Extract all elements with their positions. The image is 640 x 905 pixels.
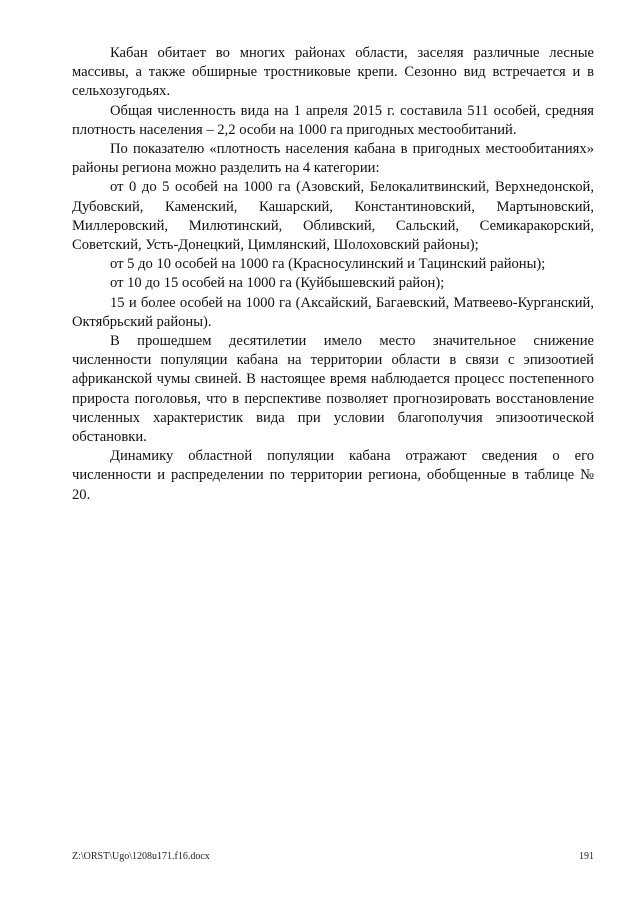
paragraph-category-1: от 0 до 5 особей на 1000 га (Азовский, Белокалитвинский, Верхнедонской, Дубовский, Каменский, Кашарский, Константиновский, Мартыновский, Миллеровский, Милютинский, Обливский, Сальский, Семикаракорский, Советский, Усть-Донецкий, Цимлянский, Шолоховский районы); xyxy=(72,179,594,254)
body-text xyxy=(72,44,594,505)
paragraph-category-3: от 10 до 15 особей на 1000 га (Куйбышевский район); xyxy=(110,275,445,292)
footer-file-path: Z:\ORST\Ugo\1208u171.f16.docx xyxy=(72,851,210,862)
paragraph-habitat: Кабан обитает во многих районах области, заселяя различные лесные массивы, а также обширные тростниковые крепи. Сезонно вид встречается и в сельхозугодьях. xyxy=(72,45,594,100)
footer-page-number: 191 xyxy=(579,851,594,862)
paragraph-category-4: 15 и более особей на 1000 га (Аксайский, Багаевский, Матвеево-Курганский, Октябрьский районы). xyxy=(72,294,594,330)
paragraph-dynamics: Динамику областной популяции кабана отражают сведения о его численности и распределении по территории региона, обобщенные в таблице № 20. xyxy=(72,448,594,503)
paragraph-categories-intro: По показателю «плотность населения кабана в пригодных местообитаниях» районы региона можно разделить на 4 категории: xyxy=(72,141,594,177)
paragraph-population-total: Общая численность вида на 1 апреля 2015 г. составила 511 особей, средняя плотность населения – 2,2 особи на 1000 га пригодных местообитаний. xyxy=(72,102,594,138)
paragraph-decline: В прошедшем десятилетии имело место значительное снижение численности популяции кабана на территории области в связи с эпизоотией африканской чумы свиней. В настоящее время наблюдается процесс постепенного прироста поголовья, что в перспективе позволяет прогнозировать восстановление численных характеристик вида при условии благополучия эпизоотической обстановки. xyxy=(72,333,594,446)
paragraph-category-2: от 5 до 10 особей на 1000 га (Красносулинский и Тацинский районы); xyxy=(110,256,546,273)
